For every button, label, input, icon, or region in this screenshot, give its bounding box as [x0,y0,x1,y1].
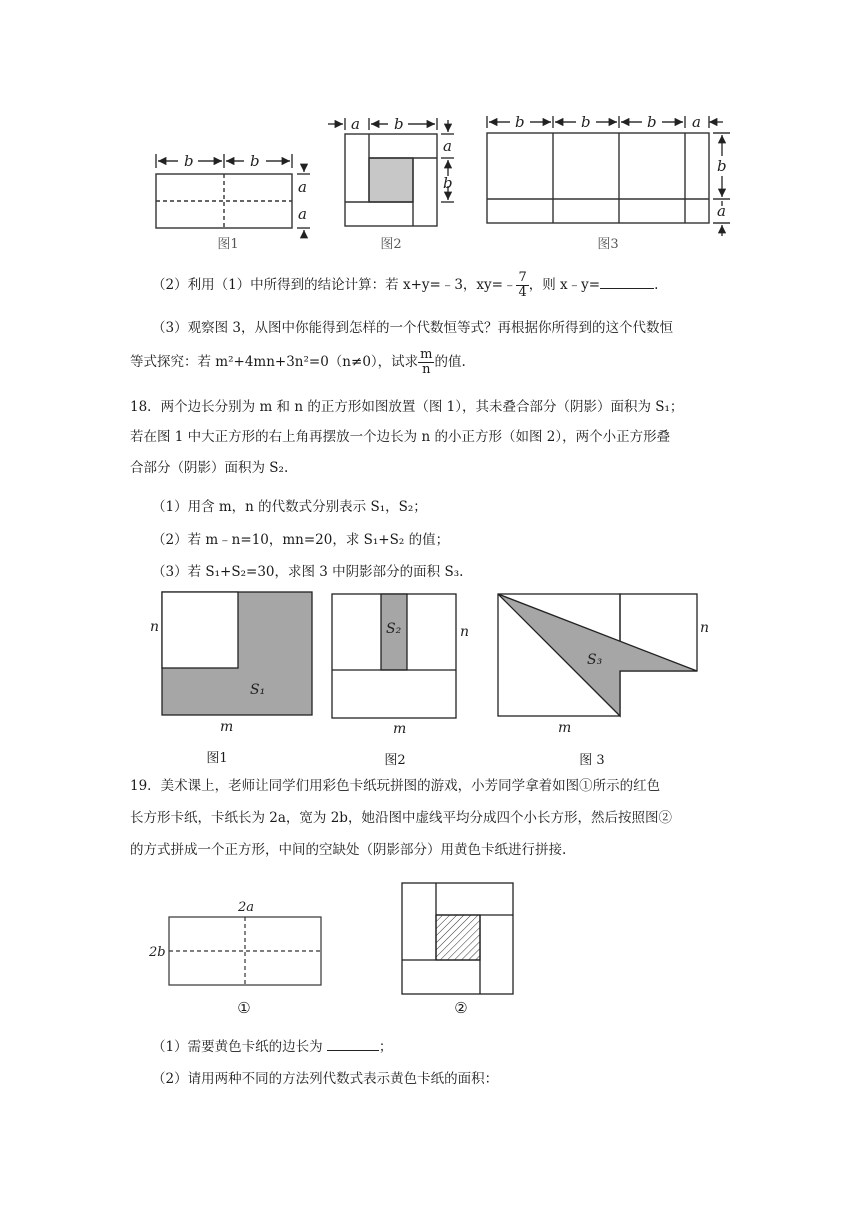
fig2-label-b-top: b [394,115,404,133]
q18-fig1-label-m: m [220,719,234,735]
q17-fig2-caption: 图2 [380,237,402,252]
q17-part3-fraction [418,348,434,377]
fig2-diagram [328,118,454,226]
q17-part2-suffix: ，则 x﹣y= [528,277,601,293]
q18-fig2-label-s2: S₂ [386,621,402,637]
q17-part2-frac-num: 7 [518,270,527,285]
q17-part2 [152,271,658,300]
fig2-label-a-right: a [443,137,452,155]
q18-fig3-caption: 图 3 [579,753,605,768]
fig1-dimension-labels [184,152,307,223]
q19-part1-prefix: （1）需要黄色卡纸的边长为 [152,1039,327,1055]
q17-part3-frac-den: n [422,362,431,377]
fig3-label-b-2: b [581,113,591,131]
q19-part1-end: ； [378,1039,393,1055]
q19-part1 [152,1036,392,1057]
fig3-label-b-3: b [647,113,657,131]
q18-part1: （1）用含 m，n 的代数式分别表示 S₁，S₂； [152,499,427,515]
fig1-label-b-1: b [184,152,194,170]
q17-fig1-caption: 图1 [217,237,239,252]
q19-line1: 19．美术课上，老师让同学们用彩色卡纸玩拼图的游戏，小芳同学拿着如图①所示的红色 [130,778,661,794]
q19-line3: 的方式拼成一个正方形，中间的空缺处（阴影部分）用黄色卡纸进行拼接. [130,842,567,858]
q19-part2: （2）请用两种不同的方法列代数式表示黄色卡纸的面积： [152,1071,499,1087]
q17-part2-answer-blank[interactable] [600,274,654,289]
fig1-label-a-1: a [298,178,307,196]
q18-line1: 18．两个边长分别为 m 和 n 的正方形如图放置（图 1），其未叠合部分（阴影）面积为 S₁； [130,399,684,415]
q18-part2: （2）若 m﹣n=10，mn=20，求 S₁+S₂ 的值； [152,532,450,548]
fig1-diagram [156,154,310,238]
fig2-label-a-top: a [351,115,360,133]
q19-line2: 长方形卡纸，卡纸长为 2a，宽为 2b，她沿图中虚线平均分成四个小长方形，然后按照图② [130,810,672,826]
q17-part3-line1: （3）观察图 3，从图中你能得到怎样的一个代数恒等式？再根据你所得到的这个代数恒 [152,320,673,336]
q18-fig1-label-s1: S₁ [250,682,266,698]
q18-part3: （3）若 S₁+S₂=30，求图 3 中阴影部分的面积 S₃. [152,564,464,580]
q18-line3: 合部分（阴影）面积为 S₂. [130,460,289,476]
fig3-label-b-1: b [515,113,525,131]
q18-fig3-label-m: m [558,720,572,736]
q18-fig1-caption: 图1 [206,751,228,766]
fig1-label-a-2: a [298,205,307,223]
q17-part2-prefix: （2）利用（1）中所得到的结论计算：若 x+y=﹣3，xy=﹣ [152,277,517,293]
q19-fig1-caption: ① [237,999,251,1017]
q17-part2-frac-den: 4 [518,285,527,300]
q18-fig3-label-n: n [700,620,710,636]
q19-figure-labels [148,900,254,960]
q18-fig3-label-s3: S₃ [587,652,603,668]
q18-fig2-label-m: m [393,721,407,737]
q17-part2-fraction [516,271,528,300]
fig3-label-b-right: b [717,157,727,175]
fig2-label-b-right: b [443,174,453,192]
fig3-diagram [487,116,730,236]
q19-fig1-label-2b: 2b [149,945,166,960]
q18-fig1-diagram [162,592,312,715]
q19-fig1-diagram [169,917,321,985]
q19-part1-answer-blank[interactable] [327,1036,379,1051]
fig3-dimension-labels [515,113,727,220]
q18-figures [140,586,740,768]
q19-figures [140,878,540,1023]
fig1-label-b-2: b [250,152,260,170]
q18-line2: 若在图 1 中大正方形的右上角再摆放一个边长为 n 的小正方形（如图 2），两个小正方形叠 [130,429,671,445]
q17-part3-line2 [130,348,466,377]
q17-fig3-caption: 图3 [597,237,619,252]
q18-fig2-caption: 图2 [384,753,406,768]
q19-fig2-diagram [402,883,513,994]
q19-fig1-label-2a: 2a [238,900,255,915]
q17-part3-line2-suffix: 的值. [434,354,466,370]
q17-part3-frac-num: m [420,347,433,362]
q18-fig2-label-n: n [460,624,470,640]
q19-fig2-caption: ② [454,999,468,1017]
q17-part3-line2-prefix: 等式探究：若 m²+4mn+3n²=0（n≠0），试求 [130,354,419,370]
fig3-label-a-top: a [692,113,701,131]
q18-fig2-diagram [332,594,456,718]
fig3-label-a-right: a [717,202,726,220]
q18-fig1-label-n: n [150,619,160,635]
q17-part2-end: . [654,277,659,293]
